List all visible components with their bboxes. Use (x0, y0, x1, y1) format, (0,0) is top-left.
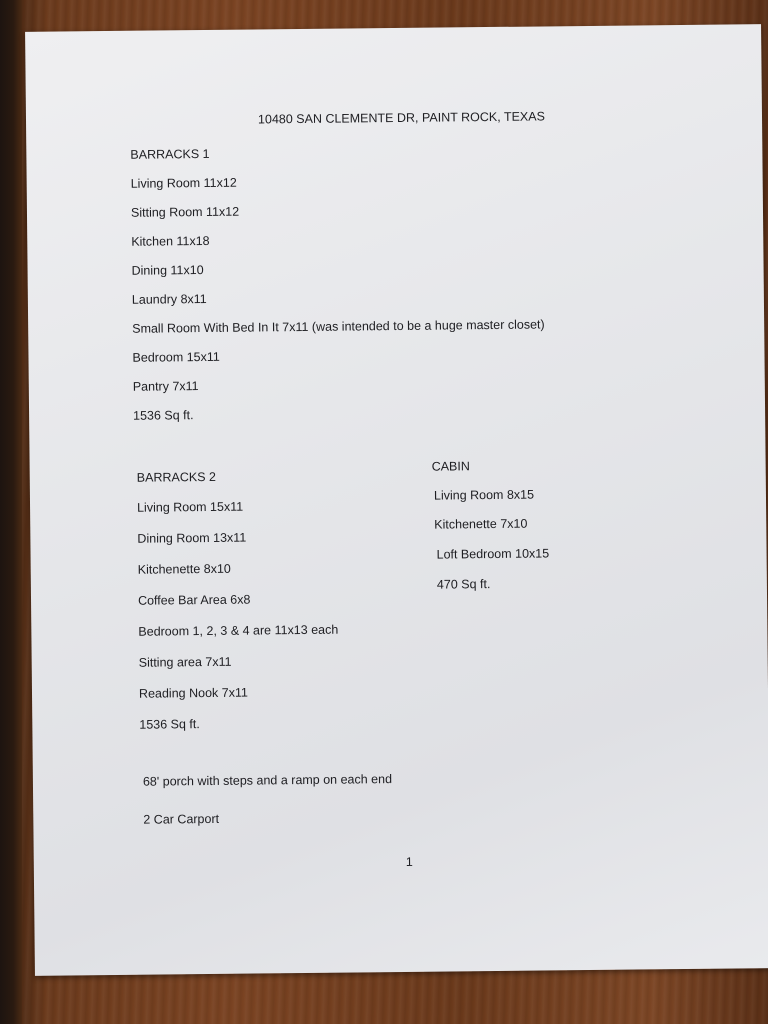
barracks2-room: Living Room 15x11 (136, 499, 244, 515)
document-address: 10480 SAN CLEMENTE DR, PAINT ROCK, TEXAS (257, 109, 545, 127)
barracks2-room: Kitchenette 8x10 (137, 561, 231, 577)
barracks1-room: Kitchen 11x18 (131, 233, 210, 249)
barracks2-total: 1536 Sq ft. (139, 717, 200, 732)
barracks1-heading: BARRACKS 1 (130, 146, 210, 162)
extra-feature: 68' porch with steps and a ramp on each end (142, 772, 393, 789)
barracks1-room: Laundry 8x11 (131, 291, 207, 307)
barracks1-room: Small Room With Bed In It 7x11 (was intended to be a huge master closet) (132, 317, 545, 336)
cabin-room: Living Room 8x15 (433, 487, 535, 503)
barracks1-room: Pantry 7x11 (132, 379, 199, 394)
cabin-total: 470 Sq ft. (436, 577, 491, 592)
barracks2-room: Bedroom 1, 2, 3 & 4 are 11x13 each (138, 622, 339, 639)
barracks2-room: Sitting area 7x11 (138, 654, 232, 670)
barracks2-room: Coffee Bar Area 6x8 (137, 592, 251, 608)
cabin-room: Kitchenette 7x10 (434, 516, 528, 532)
barracks1-room: Living Room 11x12 (130, 175, 237, 191)
page-number: 1 (405, 854, 413, 869)
barracks2-room: Dining Room 13x11 (137, 530, 247, 546)
barracks1-total: 1536 Sq ft. (133, 408, 194, 423)
barracks2-room: Reading Nook 7x11 (138, 685, 248, 701)
barracks1-room: Bedroom 15x11 (132, 349, 220, 365)
document-page (25, 24, 768, 976)
cabin-room: Loft Bedroom 10x15 (436, 546, 550, 562)
extra-feature: 2 Car Carport (143, 811, 220, 827)
barracks1-room: Sitting Room 11x12 (130, 204, 240, 220)
desk-background (0, 0, 22, 1024)
barracks2-heading: BARRACKS 2 (136, 469, 217, 485)
cabin-heading: CABIN (431, 459, 470, 474)
barracks1-room: Dining 11x10 (131, 263, 204, 278)
